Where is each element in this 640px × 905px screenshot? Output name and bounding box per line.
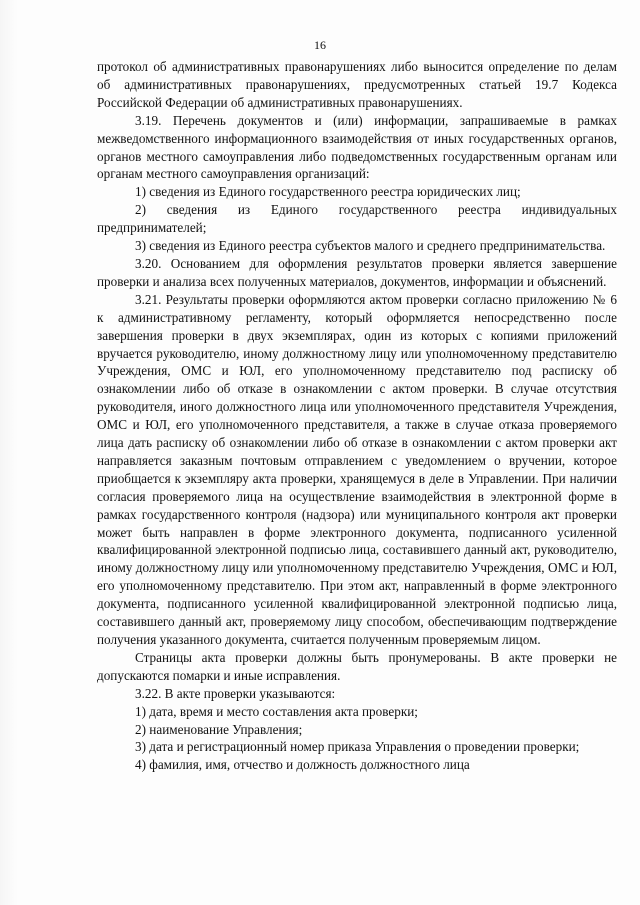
- paragraph-3-22: 3.22. В акте проверки указываются:: [135, 685, 336, 701]
- paragraph-continuation: протокол об административных правонарушениях либо выносится определение по делам об административных правонарушениях, предусмотренных статьей 19.7 Кодекса Российской Федерации об административных правонарушениях.: [97, 59, 617, 110]
- scan-shadow: [0, 0, 18, 905]
- paragraph-3-21: 3.21. Результаты проверки оформляются актом проверки согласно приложению № 6 к административному регламенту, который оформляется непосредственно после завершения проверки в двух экземплярах, один из которых с копиями приложений вручается руководителю, иному должностному лицу или уполномоченному представителю Учреждения, ОМС и ЮЛ, его уполномоченному представителю под расписку об ознакомлении либо об отказе в ознакомлении с актом проверки. В случае отсутствия руководителя, иного должностного лица или уполномоченного представителя Учреждения, ОМС и ЮЛ, его уполномоченного представителя, а также в случае отказа проверяемого лица дать расписку об ознакомлении либо об отказе в ознакомлении с актом проверки акт направляется заказным почтовым отправлением с уведомлением о вручении, которое приобщается к экземпляру акта проверки, хранящемуся в деле в Управлении. При наличии согласия проверяемого лица на осуществление взаимодействия в электронной форме в рамках государственного контроля (надзора) или муниципального контроля акт проверки может быть направлен в форме электронного документа, подписанного усиленной квалифицированной электронной подписью лица, составившего данный акт, руководителю, иному должностному лицу или уполномоченному представителю Учреждения, ОМС и ЮЛ, его уполномоченному представителю. При этом акт, направленный в форме электронного документа, подписанного усиленной квалифицированной электронной подписью лица, составившего данный акт, проверяемому лицу способом, обеспечивающим подтверждение получения указанного документа, считается полученным проверяемым лицом.: [97, 291, 617, 647]
- list-item-3: 3) сведения из Единого реестра субъектов малого и среднего предпринимательства.: [135, 238, 606, 254]
- page-number: 16: [314, 38, 326, 52]
- list-item-official: 4) фамилия, имя, отчество и должность должностного лица: [135, 757, 470, 773]
- list-item-date: 1) дата, время и место составления акта проверки;: [135, 703, 418, 719]
- list-item-1: 1) сведения из Единого государственного реестра юридических лиц;: [135, 184, 521, 200]
- document-body: [97, 58, 617, 774]
- list-item-order: 3) дата и регистрационный номер приказа Управления о проведении проверки;: [135, 739, 580, 755]
- paragraph-pages: Страницы акта проверки должны быть пронумерованы. В акте проверки не допускаются помарки и иные исправления.: [97, 649, 617, 683]
- list-item-name: 2) наименование Управления;: [135, 721, 303, 737]
- paragraph-3-19: 3.19. Перечень документов и (или) информации, запрашиваемые в рамках межведомственного информационного взаимодействия от иных государственных органов, органов местного самоуправления либо подведомственных государственным органам или органам местного самоуправления организаций:: [97, 112, 617, 182]
- paragraph-3-20: 3.20. Основанием для оформления результатов проверки является завершение проверки и анализа всех полученных материалов, документов, информации и объяснений.: [97, 255, 617, 289]
- list-item-2: 2) сведения из Единого государственного реестра индивидуальных предпринимателей;: [97, 202, 617, 236]
